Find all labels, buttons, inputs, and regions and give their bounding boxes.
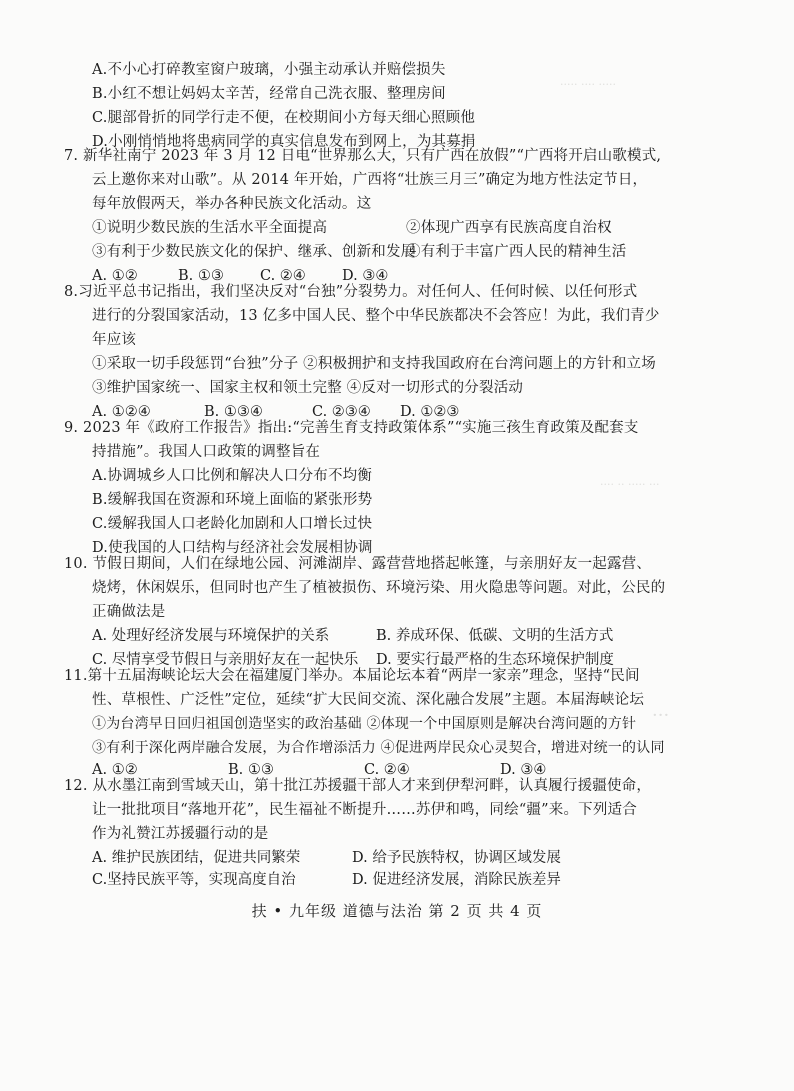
q11-stem-line-2: 性、草根性、广泛性”定位，延续“扩大民间交流、深化融合发展”主题。本届海峡论坛 (92, 692, 645, 708)
q7-choice-c: C. ②④ (260, 268, 306, 284)
q7-item-2: ②体现广西享有民族高度自治权 (406, 220, 612, 236)
q9-stem-line-1: 9. 2023 年《政府工作报告》指出:“完善生育支持政策体系”“实施三孩生育政策及配套支 (64, 420, 639, 436)
bleed-through-mark: ···· ·· ····· ··· (600, 478, 660, 491)
q10-stem-line-3: 正确做法是 (92, 604, 166, 620)
q7-item-1: ①说明少数民族的生活水平全面提高 (92, 220, 328, 236)
q8-stem-line-3: 年应该 (92, 332, 137, 348)
q9-stem-line-2: 持措施”。我国人口政策的调整旨在 (92, 444, 321, 460)
q6-option-c: C.腿部骨折的同学行走不便，在校期间小方每天细心照顾他 (92, 110, 476, 126)
q12-stem-line-1: 12. 从水墨江南到雪域天山，第十批江苏援疆干部人才来到伊犁河畔，认真履行援疆使命， (64, 778, 652, 794)
q7-item-3: ③有利于少数民族文化的保护、继承、创新和发展 (92, 244, 416, 260)
q9-option-d: D.使我国的人口结构与经济社会发展相协调 (92, 540, 373, 556)
q7-stem-line-1: 7. 新华社南宁 2023 年 3 月 12 日电“世界那么大，只有广西在放假”“广西将开启山歌模式, (64, 148, 662, 164)
q11-choice-b: B. ①③ (228, 762, 274, 778)
q9-option-b: B.缓解我国在资源和环境上面临的紧张形势 (92, 492, 373, 508)
q11-items-line-2: ③有利于深化两岸融合发展，为合作增添活力 ④促进两岸民众心灵契合，增进对统一的认同 (92, 740, 665, 756)
q12-choice-d-first: D. 给予民族特权，协调区域发展 (352, 850, 561, 866)
q12-stem-line-3: 作为礼赞江苏援疆行动的是 (92, 826, 269, 842)
q7-choice-b: B. ①③ (178, 268, 224, 284)
q7-choice-a: A. ①② (92, 268, 138, 284)
q8-choice-d: D. ①②③ (400, 404, 460, 420)
q7-choice-d: D. ③④ (342, 268, 389, 284)
q8-stem-line-1: 8.习近平总书记指出，我们坚决反对“台独”分裂势力。对任何人、任何时候、以任何形式 (64, 284, 638, 300)
q10-choice-a: A. 处理好经济发展与环境保护的关系 (92, 628, 330, 644)
q12-stem-line-2: 让一批批项目“落地开花”，民生福祉不断提升……苏伊和鸣，同绘“疆”来。下列适合 (92, 802, 637, 818)
q7-stem-line-2: 云上邀你来对山歌”。从 2014 年开始，广西将“壮族三月三”确定为地方性法定节日， (92, 172, 648, 188)
q7-item-4: ④有利于丰富广西人民的精神生活 (406, 244, 627, 260)
q12-choice-c: C.坚持民族平等，实现高度自治 (92, 872, 296, 888)
q8-choice-b: B. ①③④ (204, 404, 263, 420)
page-footer: 扶 • 九年级 道德与法治 第 2 页 共 4 页 (251, 902, 543, 920)
q10-stem-line-1: 10. 节假日期间，人们在绿地公园、河滩湖岸、露营营地搭起帐篷，与亲朋好友一起露营、 (64, 556, 652, 572)
bleed-through-mark: ····· ···· ····· (560, 78, 616, 91)
q11-items-line-1: ①为台湾早日回归祖国创造坚实的政治基础 ②体现一个中国原则是解决台湾问题的方针 (92, 716, 637, 732)
q6-option-b: B.小红不想让妈妈太辛苦，经常自己洗衣服、整理房间 (92, 86, 446, 102)
q8-stem-line-2: 进行的分裂国家活动，13 亿多中国人民、整个中华民族都决不会答应！为此，我们青少 (92, 308, 660, 324)
q6-option-d: D.小刚悄悄地将患病同学的真实信息发布到网上，为其募捐 (92, 134, 476, 150)
q9-option-c: C.缓解我国人口老龄化加剧和人口增长过快 (92, 516, 373, 532)
q10-choice-c: C. 尽情享受节假日与亲朋好友在一起快乐 (92, 652, 359, 668)
q11-choice-c: C. ②④ (364, 762, 410, 778)
q12-choice-d: D. 促进经济发展，消除民族差异 (352, 872, 561, 888)
q10-choice-b: B. 养成环保、低碳、文明的生活方式 (376, 628, 614, 644)
q9-option-a: A.协调城乡人口比例和解决人口分布不均衡 (92, 468, 373, 484)
q11-stem-line-1: 11.第十五届海峡论坛大会在福建厦门举办。本届论坛本着“两岸一家亲”理念，坚持“民间 (64, 668, 640, 684)
q10-choice-d: D. 要实行最严格的生态环境保护制度 (376, 652, 614, 668)
bleed-through-mark: ··· (652, 705, 670, 726)
q12-choice-a: A. 维护民族团结，促进共同繁荣 (92, 850, 301, 866)
q11-choice-a: A. ①② (92, 762, 138, 778)
q10-stem-line-2: 烧烤，休闲娱乐，但同时也产生了植被损伤、环境污染、用火隐患等问题。对此，公民的 (92, 580, 666, 596)
q8-items-line-2: ③维护国家统一、国家主权和领土完整 ④反对一切形式的分裂活动 (92, 380, 524, 396)
q8-choice-a: A. ①②④ (92, 404, 151, 420)
q8-choice-c: C. ②③④ (312, 404, 371, 420)
q11-choice-d: D. ③④ (500, 762, 547, 778)
q7-stem-line-3: 每年放假两天，举办各种民族文化活动。这 (92, 196, 372, 212)
q8-items-line-1: ①采取一切手段惩罚“台独”分子 ②积极拥护和支持我国政府在台湾问题上的方针和立场 (92, 356, 656, 372)
q6-option-a: A.不小心打碎教室窗户玻璃，小强主动承认并赔偿损失 (92, 62, 446, 78)
